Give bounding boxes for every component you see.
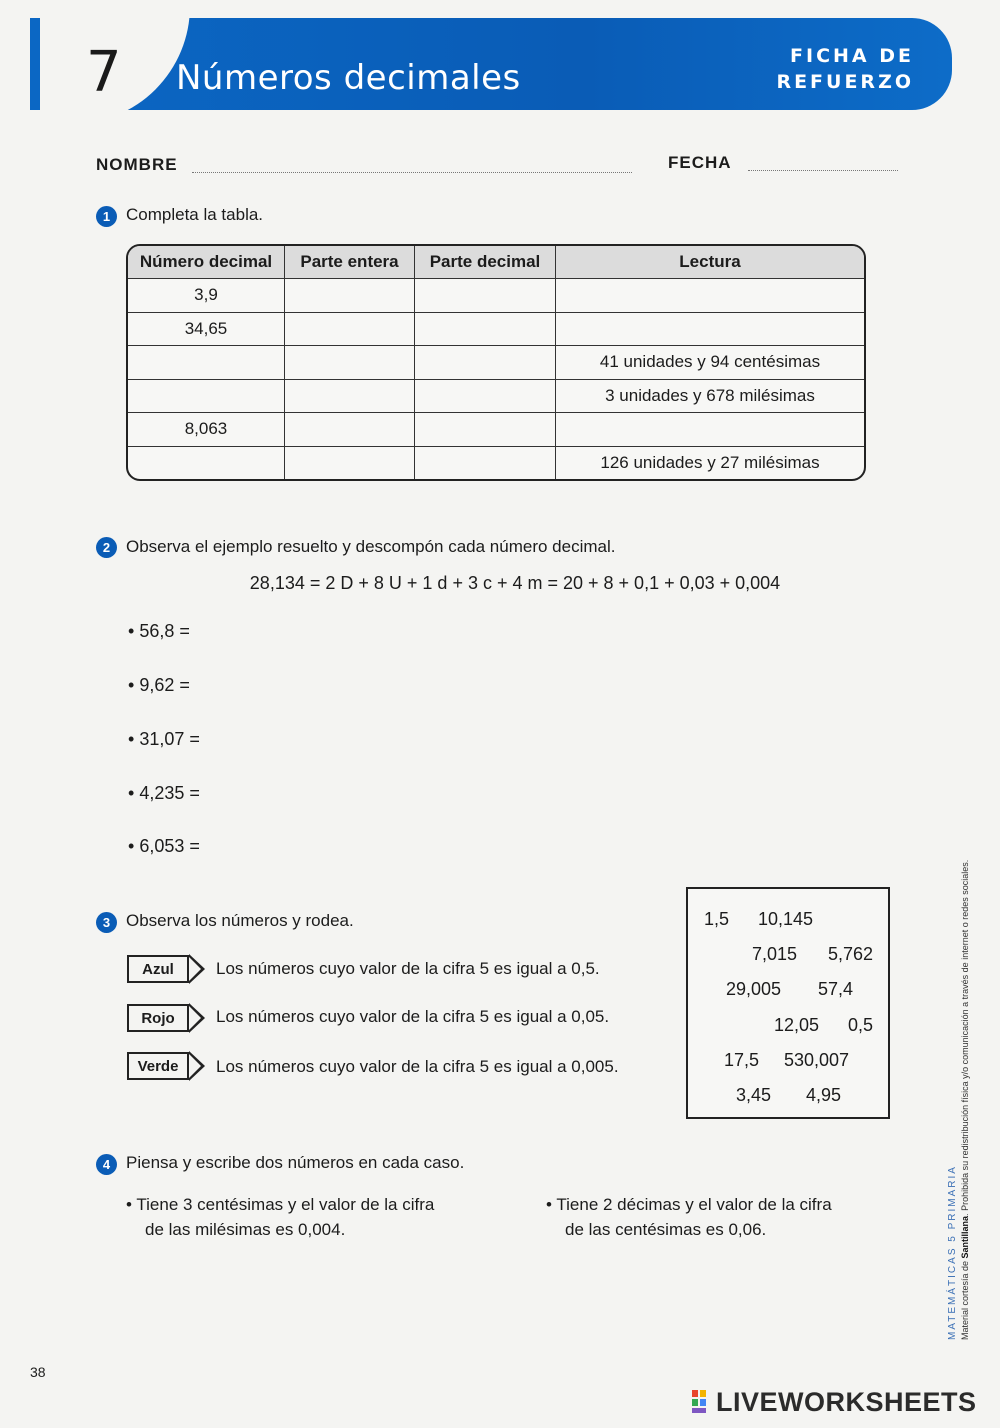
decompose-item: • 4,235 = [128,783,200,803]
badge-line-2: REFUERZO [776,71,914,93]
name-field[interactable] [192,171,632,173]
copyright-rest: . Prohibida su redistribución física y/o comunicación a través de internet o redes sociales. [960,859,970,1216]
tag-arrow-inner-icon [189,1006,201,1030]
question-2-instruction: Observa el ejemplo resuelto y descompón cada número decimal. [126,537,616,556]
question-4-instruction: Piensa y escribe dos números en cada caso. [126,1153,465,1172]
decompose-item-label: 56,8 = [139,621,190,641]
decompose-item-label: 6,053 = [139,836,200,856]
answer-field[interactable] [210,694,890,695]
decompose-item-label: 9,62 = [139,675,190,695]
number-option[interactable]: 4,95 [806,1085,842,1105]
table-cell[interactable] [128,446,285,479]
decompose-item: • 9,62 = [128,675,190,695]
worksheet-type-badge [744,43,914,95]
number-option[interactable]: 29,005 [726,979,782,999]
number-option[interactable]: 10,145 [758,909,814,929]
answer-field[interactable] [210,855,890,856]
table-cell[interactable]: 126 unidades y 27 milésimas [556,446,865,479]
table-cell[interactable] [415,312,556,346]
decompose-item: • 56,8 = [128,621,190,641]
table-row [128,346,864,380]
table-cell[interactable] [285,379,415,413]
number-option[interactable]: 57,4 [818,979,854,999]
table-cell[interactable]: 3,9 [128,279,285,313]
decompose-item-label: 31,07 = [139,729,200,749]
table-cell[interactable]: 41 unidades y 94 centésimas [556,346,865,380]
answer-field[interactable] [210,640,890,641]
name-label: NOMBRE [96,155,178,174]
number-option[interactable]: 0,5 [848,1015,874,1035]
table-cell[interactable] [285,413,415,447]
case-1-line-1: • Tiene 3 centésimas y el valor de la cifra [126,1195,435,1214]
page-title: Números decimales [176,58,521,98]
col-header-reading: Lectura [556,246,865,279]
table-cell[interactable] [285,279,415,313]
case-1-line-1-text: Tiene 3 centésimas y el valor de la cifra [136,1195,435,1214]
number-option[interactable]: 17,5 [724,1050,760,1070]
question-3-instruction: Observa los números y rodea. [126,911,354,930]
case-2-line-2: de las centésimas es 0,06. [565,1220,767,1239]
liveworksheets-logo-icon [692,1390,714,1414]
copyright-prefix: Material cortesía de [960,1258,970,1340]
table-header-row [128,246,864,279]
question-3-number: 3 [96,912,117,933]
worked-example: 28,134 = 2 D + 8 U + 1 d + 3 c + 4 m = 20 + 8 + 0,1 + 0,03 + 0,004 [249,573,781,593]
question-1-number: 1 [96,206,117,227]
table-cell[interactable] [415,413,556,447]
number-option[interactable]: 12,05 [774,1015,820,1035]
col-header-integer: Parte entera [285,246,415,279]
case-2 [546,1192,832,1242]
table-cell[interactable]: 34,65 [128,312,285,346]
decompose-item: • 6,053 = [128,836,200,856]
table-cell[interactable] [556,413,865,447]
question-4-number: 4 [96,1154,117,1175]
case-1-line-2: de las milésimas es 0,004. [145,1220,346,1239]
answer-field[interactable] [210,748,890,749]
table-row [128,379,864,413]
tag-azul: Azul [127,955,189,983]
table-cell[interactable] [128,379,285,413]
col-header-decimal: Número decimal [128,246,285,279]
badge-line-1: FICHA DE [790,45,914,67]
decompose-item-label: 4,235 = [139,783,200,803]
watermark: LIVEWORKSHEETS [716,1387,977,1417]
table-cell[interactable] [556,312,865,346]
table-cell[interactable] [285,312,415,346]
publisher-name: Santillana [960,1215,970,1259]
question-2-number: 2 [96,537,117,558]
date-label: FECHA [668,153,732,172]
number-option[interactable]: 7,015 [752,944,798,964]
table-cell[interactable]: 8,063 [128,413,285,447]
table-row [128,312,864,346]
page-number: 38 [30,1364,46,1380]
case-2-line-1: • Tiene 2 décimas y el valor de la cifra [546,1195,832,1214]
table-cell[interactable] [415,379,556,413]
decompose-item: • 31,07 = [128,729,200,749]
numbers-box [686,887,890,1119]
table-cell[interactable] [285,446,415,479]
number-option[interactable]: 1,5 [704,909,730,929]
table-cell[interactable]: 3 unidades y 678 milésimas [556,379,865,413]
question-1-instruction: Completa la tabla. [126,205,264,224]
table-row [128,413,864,447]
table-row [128,446,864,479]
tag-rojo: Rojo [127,1004,189,1032]
table-cell[interactable] [415,346,556,380]
date-field[interactable] [748,169,898,171]
case-2-line-1-text: Tiene 2 décimas y el valor de la cifra [556,1195,832,1214]
tag-arrow-inner-icon [189,957,201,981]
table-cell[interactable] [415,446,556,479]
series-label: MATEMÁTICAS 5 PRIMARIA [947,1165,958,1340]
table-cell[interactable] [128,346,285,380]
tag-azul-text: Los números cuyo valor de la cifra 5 es igual a 0,5. [216,959,600,978]
tag-rojo-text: Los números cuyo valor de la cifra 5 es igual a 0,05. [216,1007,610,1026]
case-1 [126,1192,434,1242]
copyright-note [960,860,970,1340]
table-row [128,279,864,313]
col-header-fraction: Parte decimal [415,246,556,279]
number-option[interactable]: 5,762 [828,944,874,964]
table-cell[interactable] [415,279,556,313]
table-cell[interactable] [285,346,415,380]
tag-verde: Verde [127,1052,189,1080]
answer-field[interactable] [210,802,890,803]
number-option[interactable]: 3,45 [736,1085,772,1105]
decimal-table [126,244,866,481]
number-option[interactable]: 530,007 [784,1050,850,1070]
tag-arrow-inner-icon [189,1054,201,1078]
tag-verde-text: Los números cuyo valor de la cifra 5 es igual a 0,005. [216,1057,619,1076]
unit-number: 7 [86,40,122,105]
table-cell[interactable] [556,279,865,313]
